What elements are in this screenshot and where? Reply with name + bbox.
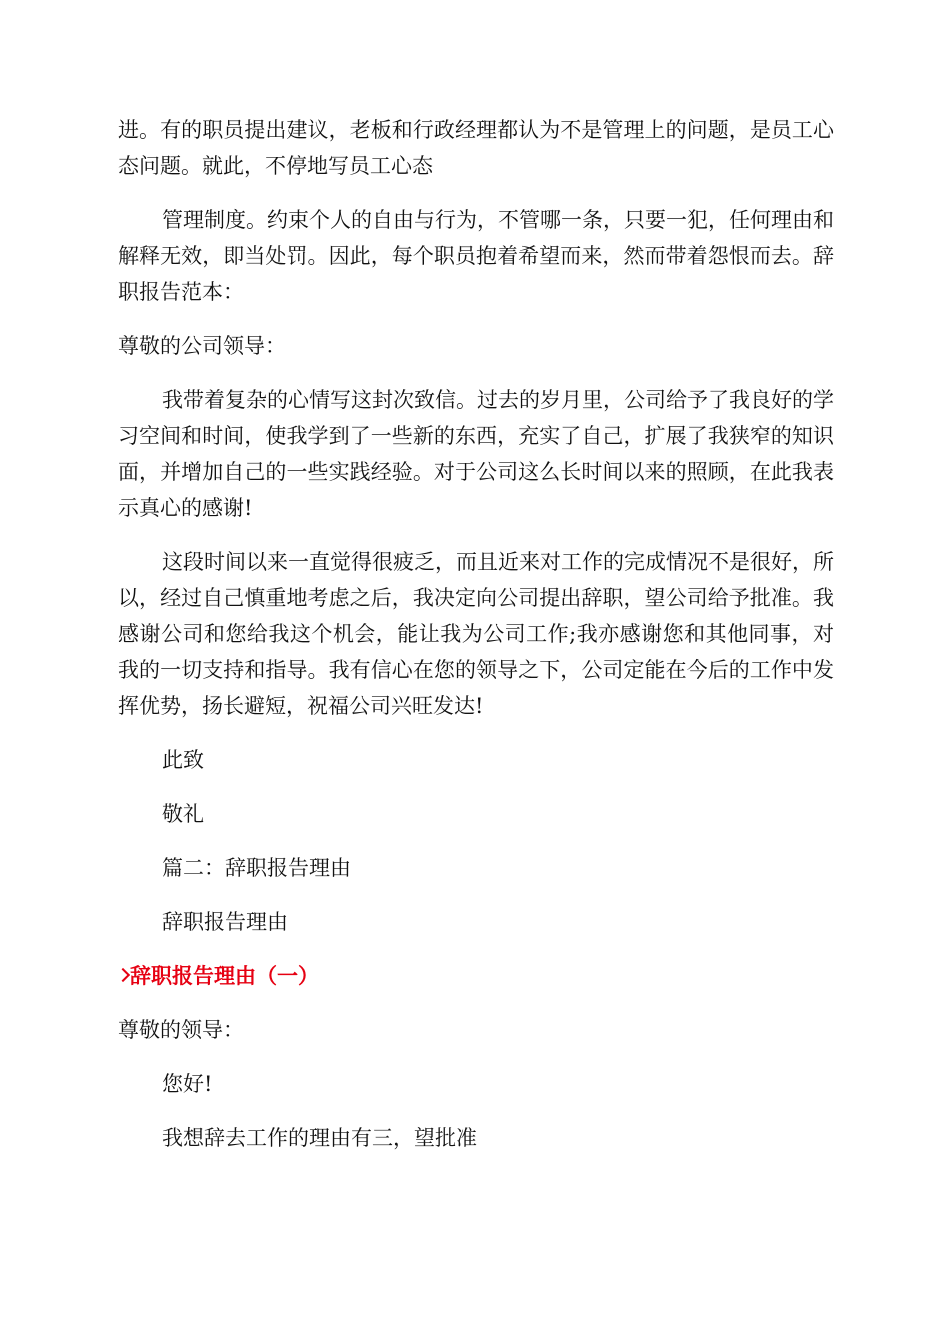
paragraph-gratitude: 我带着复杂的心情写这封次致信。过去的岁月里，公司给予了我良好的学习空间和时间，使我学到了一些新的东西，充实了自己，扩展了我狭窄的知识面，并增加自己的一些实践经验。对于公司这么长时间以来的照顾，在此我表示真心的感谢! [118, 388, 834, 520]
paragraph-resignation-reason: 这段时间以来一直觉得很疲乏，而且近来对工作的完成情况不是很好，所以，经过自己慎重地考虑之后，我决定向公司提出辞职，望公司给予批准。我感谢公司和您给我这个机会，能让我为公司工作;我亦感谢您和其他同事，对我的一切支持和指导。我有信心在您的领导之下，公司定能在今后的工作中发挥优势，扬长避短，祝福公司兴旺发达! [118, 550, 834, 718]
paragraph-continuation: 进。有的职员提出建议，老板和行政经理都认为不是管理上的问题，是员工心态问题。就此，不停地写员工心态 [118, 118, 834, 178]
document-body [118, 112, 834, 1156]
section-heading-text: 辞职报告理由（一） [130, 964, 319, 988]
paragraph-three-reasons: 我想辞去工作的理由有三，望批准 [162, 1126, 477, 1150]
greeting-hello: 您好! [162, 1072, 213, 1096]
salutation-leader: 尊敬的领导： [118, 1018, 244, 1042]
paragraph-management-system: 管理制度。约束个人的自由与行为，不管哪一条，只要一犯，任何理由和解释无效，即当处罚。因此，每个职员抱着希望而来，然而带着怨恨而去。辞职报告范本： [118, 208, 834, 304]
section-heading [118, 958, 834, 994]
closing-cizhi: 此致 [162, 748, 204, 772]
closing-jingli: 敬礼 [162, 802, 204, 826]
salutation-company-leader: 尊敬的公司领导： [118, 334, 286, 358]
subtitle-resignation-reasons: 辞职报告理由 [162, 910, 288, 934]
chapter-two-title: 篇二：辞职报告理由 [162, 856, 351, 880]
chevron-right-icon [118, 969, 128, 983]
